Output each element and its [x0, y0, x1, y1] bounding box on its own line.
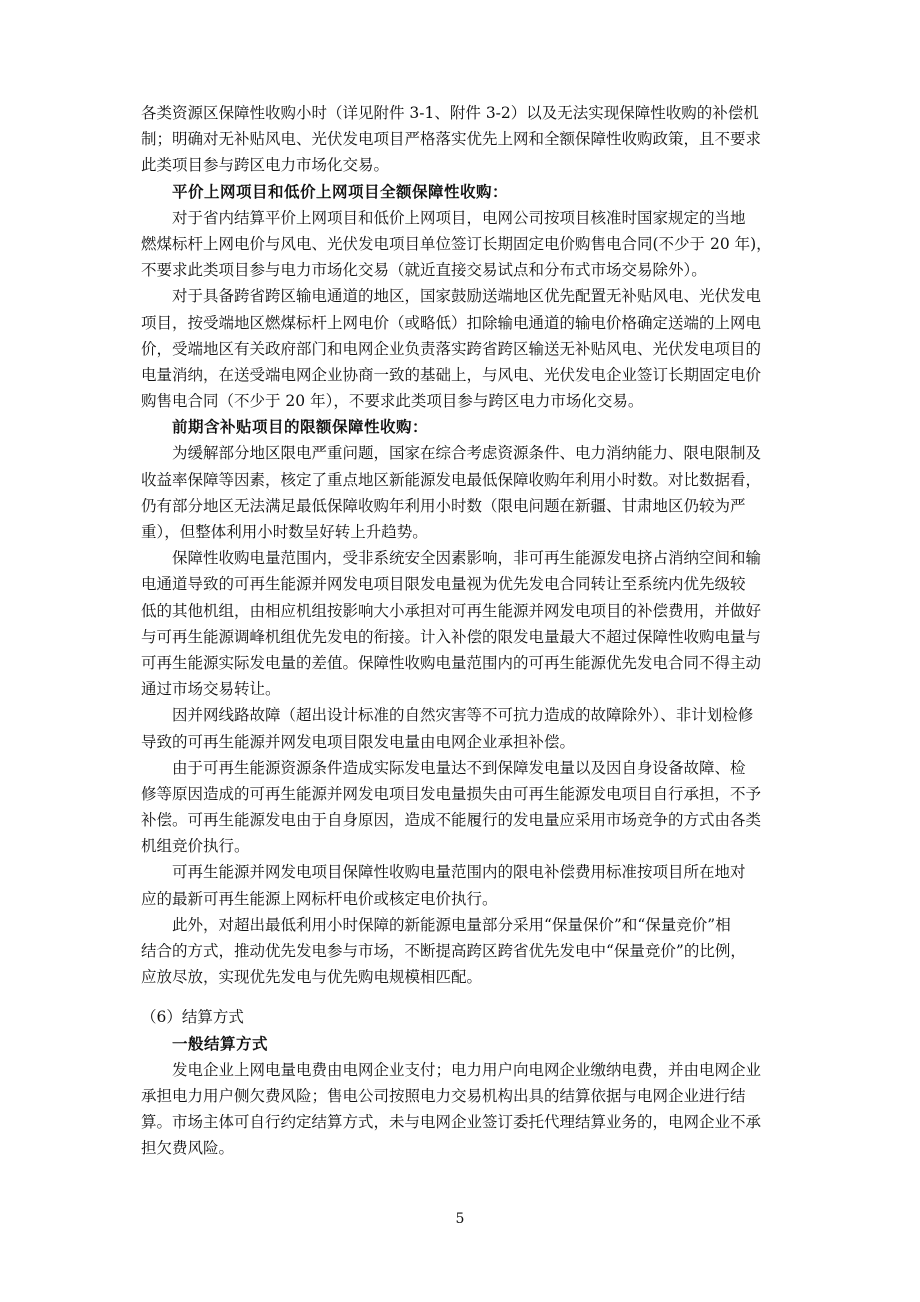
paragraph-line: 对于具备跨省跨区输电通道的地区，国家鼓励送端地区优先配置无补贴风电、光伏发电	[172, 287, 762, 306]
paragraph-line: 可再生能源并网发电项目保障性收购电量范围内的限电补偿费用标准按项目所在地对	[172, 863, 746, 882]
paragraph-line: 对于省内结算平价上网项目和低价上网项目，电网公司按项目核准时国家规定的当地	[172, 208, 746, 227]
paragraph-line: 可再生能源实际发电量的差值。保障性收购电量范围内的可再生能源优先发电合同不得主动	[141, 653, 762, 672]
section-heading-grid-parity: 平价上网项目和低价上网项目全额保障性收购：	[172, 181, 509, 201]
paragraph-line: 电量消纳，在送受端电网企业协商一致的基础上，与风电、光伏发电企业签订长期固定电价	[141, 365, 762, 384]
paragraph-line: 项目，按受端地区燃煤标杆上网电价（或略低）扣除输电通道的输电价格确定送端的上网电	[141, 313, 762, 332]
paragraph-line: 通过市场交易转让。	[141, 680, 281, 699]
paragraph-line: 各类资源区保障性收购小时（详见附件 3-1、附件 3-2）以及无法实现保障性收购的补偿机	[141, 104, 759, 122]
page-number: 5	[455, 1211, 465, 1227]
paragraph-line: 应放尽放，实现优先发电与优先购电规模相匹配。	[141, 968, 483, 987]
paragraph-line: 与可再生能源调峰机组优先发电的衔接。计入补偿的限发电量最大不超过保障性收购电量与	[141, 627, 762, 646]
section-heading-settlement: （6）结算方式	[141, 1008, 244, 1027]
paragraph-line: 为缓解部分地区限电严重问题，国家在综合考虑资源条件、电力消纳能力、限电限制及	[172, 444, 762, 463]
paragraph-line: 低的其他机组，由相应机组按影响大小承担对可再生能源并网发电项目的补偿费用，并做好	[141, 601, 762, 620]
paragraph-line: 应的最新可再生能源上网标杆电价或核定电价执行。	[141, 889, 498, 908]
paragraph-line: 导致的可再生能源并网发电项目限发电量由电网企业承担补偿。	[141, 732, 576, 751]
paragraph-line: 承担电力用户侧欠费风险；售电公司按照电力交易机构出具的结算依据与电网企业进行结	[141, 1086, 746, 1105]
paragraph-line: 发电企业上网电量电费由电网企业支付；电力用户向电网企业缴纳电费，并由电网企业	[172, 1060, 762, 1079]
paragraph-line: 补偿。可再生能源发电由于自身原因，造成不能履行的发电量应采用市场竞争的方式由各类	[141, 811, 762, 830]
paragraph-line: 此外，对超出最低利用小时保障的新能源电量部分采用“保量保价”和“保量竞价”相	[172, 915, 731, 934]
paragraph-line: 由于可再生能源资源条件造成实际发电量达不到保障发电量以及因自身设备故障、检	[172, 758, 746, 777]
paragraph-line: 购售电合同（不少于 20 年），不要求此类项目参与跨区电力市场化交易。	[141, 392, 644, 411]
paragraph-line: 保障性收购电量范围内，受非系统安全因素影响，非可再生能源发电挤占消纳空间和输	[172, 549, 762, 568]
paragraph-line: 不要求此类项目参与电力市场化交易（就近直接交易试点和分布式市场交易除外）。	[141, 261, 707, 280]
section-gap	[141, 990, 781, 1004]
paragraph-line: 制；明确对无补贴风电、光伏发电项目严格落实优先上网和全额保障性收购政策，且不要求	[141, 130, 762, 149]
document-body	[141, 100, 781, 1162]
paragraph-line: 机组竞价执行。	[141, 837, 250, 856]
paragraph-line: 收益率保障等因素，核定了重点地区新能源发电最低保障收购年利用小时数。对比数据看，	[141, 470, 762, 489]
section-heading-subsidy-limit: 前期含补贴项目的限额保障性收购：	[172, 417, 429, 437]
paragraph-line: 担欠费风险。	[141, 1139, 235, 1158]
paragraph-line: 结合的方式，推动优先发电参与市场，不断提高跨区跨省优先发电中“保量竞价”的比例，	[141, 942, 746, 960]
paragraph-line: 电通道导致的可再生能源并网发电项目限发电量视为优先发电合同转让至系统内优先级较	[141, 575, 746, 594]
paragraph-line: 重），但整体利用小时数呈好转上升趋势。	[141, 523, 428, 541]
subsection-heading-general-settlement: 一般结算方式	[172, 1033, 269, 1053]
paragraph-line: 此类项目参与跨区电力市场化交易。	[141, 156, 390, 175]
paragraph-line: 修等原因造成的可再生能源并网发电项目发电量损失由可再生能源发电项目自行承担，不予	[141, 784, 762, 803]
paragraph-line: 价，受端地区有关政府部门和电网企业负责落实跨省跨区输送无补贴风电、光伏发电项目的	[141, 339, 762, 358]
paragraph-line: 算。市场主体可自行约定结算方式，未与电网企业签订委托代理结算业务的，电网企业不承	[141, 1113, 762, 1132]
paragraph-line: 仍有部分地区无法满足最低保障收购年利用小时数（限电问题在新疆、甘肃地区仍较为严	[141, 496, 746, 515]
paragraph-line: 燃煤标杆上网电价与风电、光伏发电项目单位签订长期固定电价购售电合同(不少于 20 年)，	[141, 234, 772, 253]
paragraph-line: 因并网线路故障（超出设计标准的自然灾害等不可抗力造成的故障除外）、非计划检修	[172, 706, 754, 725]
